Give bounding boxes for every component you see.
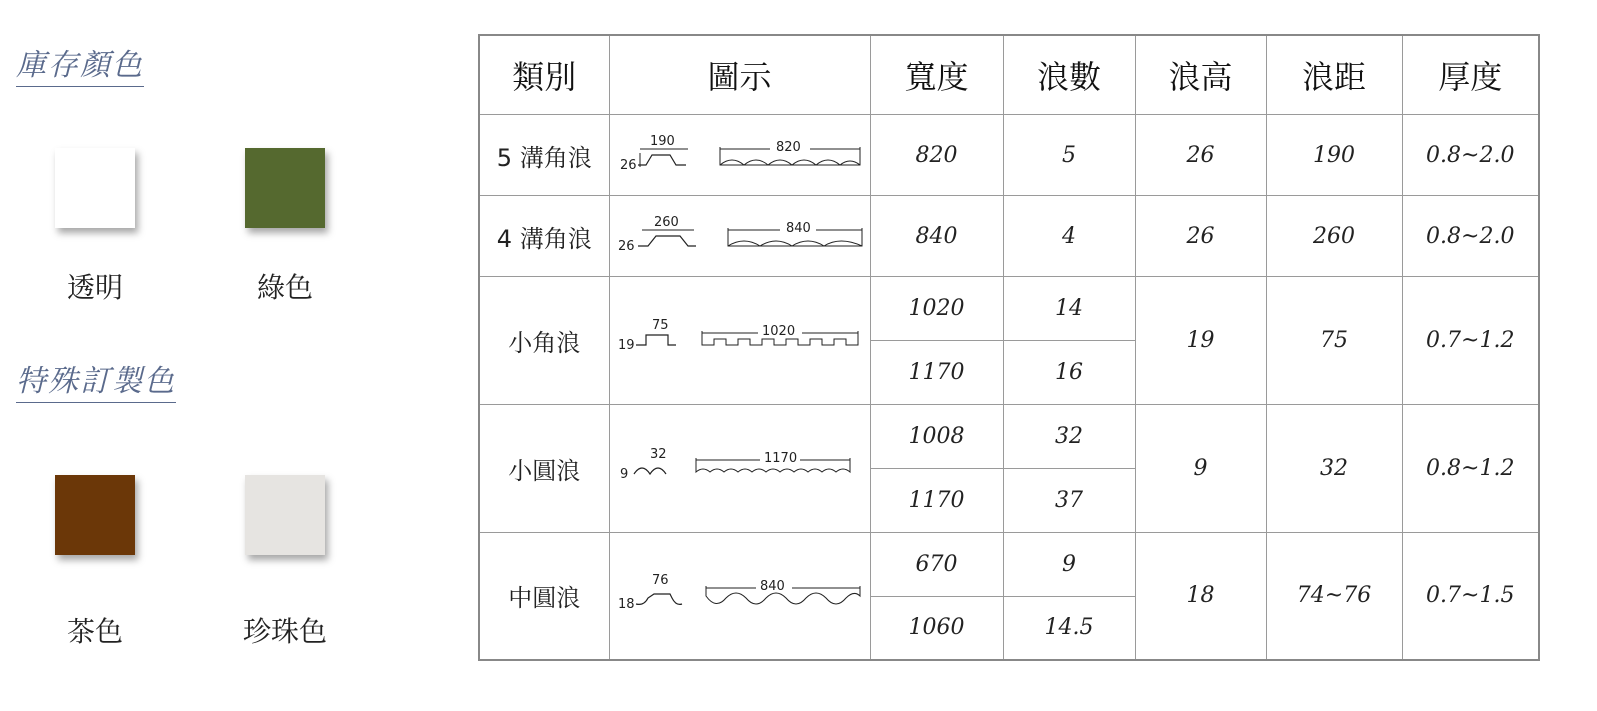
width-value: 1008 — [870, 404, 1003, 468]
width-value: 1170 — [870, 468, 1003, 532]
thickness-value: 0.8~2.0 — [1402, 196, 1539, 277]
swatch-label-clear: 透明 — [66, 271, 123, 304]
wave-pitch-value: 74~76 — [1266, 532, 1402, 660]
width-value: 1020 — [870, 277, 1003, 341]
wave-height-value: 26 — [1135, 115, 1266, 196]
wave-count-value: 32 — [1003, 404, 1135, 468]
row-type: 4 溝角浪 — [479, 196, 609, 277]
table-row — [479, 532, 1539, 596]
swatch-green — [245, 148, 325, 228]
diagram-pitch-label: 32 — [649, 447, 667, 463]
width-value: 820 — [870, 115, 1003, 196]
wave-count-value: 4 — [1003, 196, 1135, 277]
wave-height-value: 19 — [1135, 277, 1266, 405]
diagram-width-label: 840 — [759, 578, 785, 594]
table-header-row — [479, 35, 1539, 115]
profile-diagram — [609, 115, 870, 196]
wave-height-value: 9 — [1135, 404, 1266, 532]
wave-count-value: 16 — [1003, 341, 1135, 405]
diagram-height-label: 19 — [617, 337, 635, 353]
diagram-width-label: 1020 — [761, 323, 795, 339]
header-width: 寬度 — [870, 35, 1003, 115]
diagram-height-label: 26 — [617, 239, 635, 255]
trapezoid-profile-icon — [610, 206, 870, 266]
swatch-pearl — [245, 475, 325, 555]
wave-height-value: 18 — [1135, 532, 1266, 660]
wave-count-value: 14.5 — [1003, 596, 1135, 660]
header-diagram: 圖示 — [609, 35, 870, 115]
row-type: 5 溝角浪 — [479, 115, 609, 196]
diagram-width-label: 840 — [785, 221, 811, 237]
thickness-value: 0.7~1.5 — [1402, 532, 1539, 660]
wave-count-value: 14 — [1003, 277, 1135, 341]
table-row — [479, 196, 1539, 277]
thickness-value: 0.8~1.2 — [1402, 404, 1539, 532]
diagram-pitch-label: 260 — [653, 215, 679, 231]
profile-diagram — [609, 277, 870, 405]
diagram-pitch-label: 75 — [651, 317, 669, 333]
diagram-height-label: 9 — [619, 467, 628, 483]
wave-count-value: 5 — [1003, 115, 1135, 196]
width-value: 670 — [870, 532, 1003, 596]
thickness-value: 0.8~2.0 — [1402, 115, 1539, 196]
wave-height-value: 26 — [1135, 196, 1266, 277]
trapezoid-profile-icon — [610, 125, 870, 185]
thickness-value: 0.7~1.2 — [1402, 277, 1539, 405]
header-wave-height: 浪高 — [1135, 35, 1266, 115]
header-thickness: 厚度 — [1402, 35, 1539, 115]
diagram-height-label: 26 — [619, 158, 637, 174]
diagram-pitch-label: 76 — [651, 572, 669, 588]
medium-round-profile-icon — [610, 566, 870, 626]
profile-diagram — [609, 532, 870, 660]
square-rib-profile-icon — [610, 311, 870, 371]
profile-diagram — [609, 196, 870, 277]
swatch-clear — [55, 148, 135, 228]
row-type: 小圓浪 — [479, 404, 609, 532]
wave-pitch-value: 190 — [1266, 115, 1402, 196]
custom-colors-title: 特殊訂製色 — [16, 356, 176, 403]
wave-count-value: 9 — [1003, 532, 1135, 596]
row-type: 中圓浪 — [479, 532, 609, 660]
diagram-height-label: 18 — [617, 596, 635, 612]
swatch-label-brown: 茶色 — [66, 615, 123, 648]
width-value: 1170 — [870, 341, 1003, 405]
wave-pitch-value: 75 — [1266, 277, 1402, 405]
swatch-brown — [55, 475, 135, 555]
swatch-label-green: 綠色 — [256, 271, 313, 304]
diagram-pitch-label: 190 — [649, 134, 675, 150]
wave-pitch-value: 260 — [1266, 196, 1402, 277]
header-wave-pitch: 浪距 — [1266, 35, 1402, 115]
header-wave-count: 浪數 — [1003, 35, 1135, 115]
wave-count-value: 37 — [1003, 468, 1135, 532]
width-value: 1060 — [870, 596, 1003, 660]
table-row — [479, 404, 1539, 468]
table-row — [479, 115, 1539, 196]
row-type: 小角浪 — [479, 277, 609, 405]
diagram-width-label: 820 — [775, 140, 801, 156]
stock-colors-title: 庫存顏色 — [16, 40, 144, 87]
profile-diagram — [609, 404, 870, 532]
width-value: 840 — [870, 196, 1003, 277]
swatch-label-pearl: 珍珠色 — [242, 615, 327, 648]
wave-pitch-value: 32 — [1266, 404, 1402, 532]
header-type: 類別 — [479, 35, 609, 115]
small-round-profile-icon — [610, 438, 870, 498]
diagram-width-label: 1170 — [763, 451, 797, 467]
table-row — [479, 277, 1539, 341]
spec-table — [478, 34, 1540, 661]
